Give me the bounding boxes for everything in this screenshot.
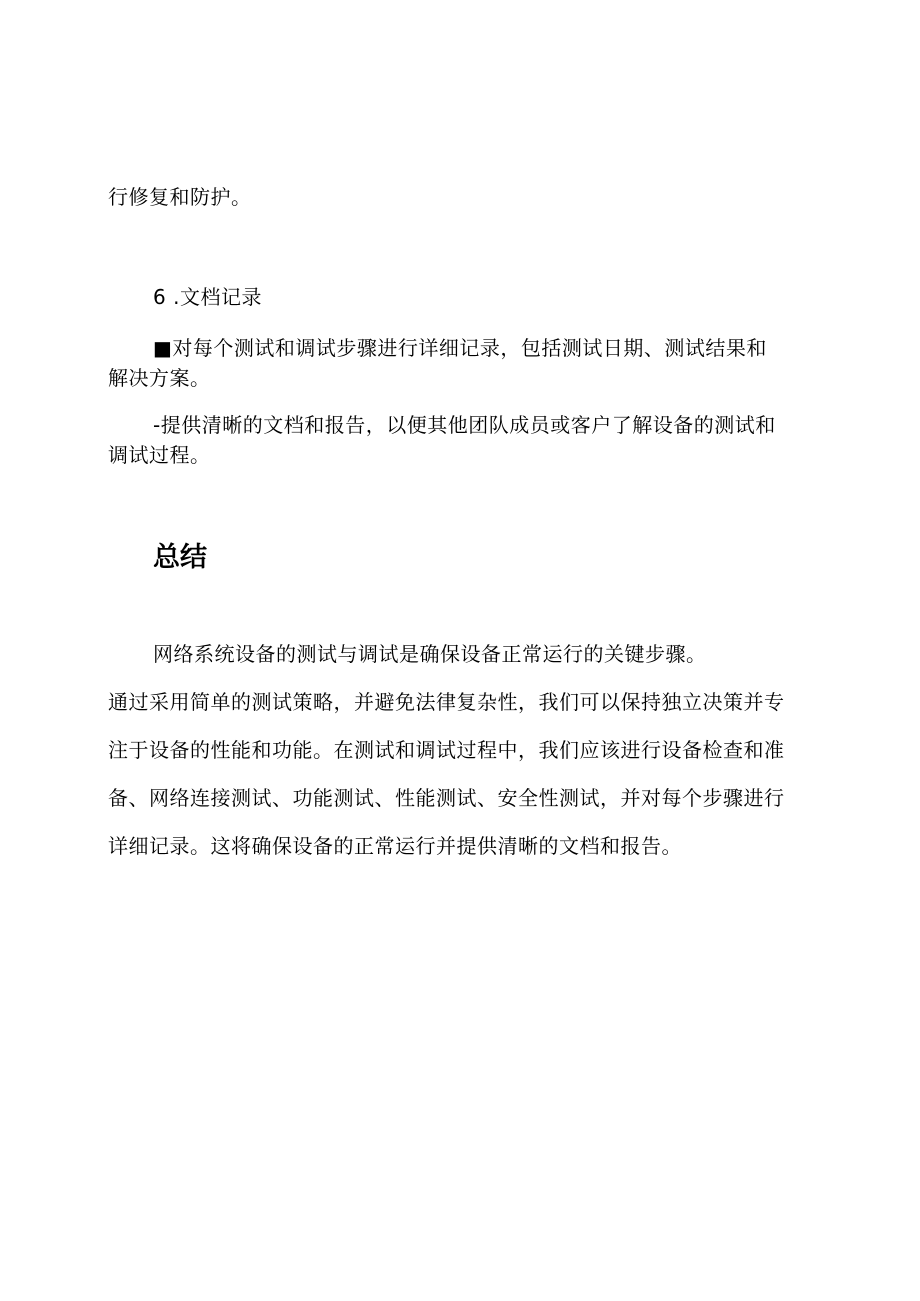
summary-paragraph-line-4: 备、网络连接测试、功能测试、性能测试、安全性测试，并对每个步骤进行 [108, 786, 785, 810]
summary-paragraph-line-3: 注于设备的性能和功能。在测试和调试过程中，我们应该进行设备检查和准 [108, 738, 785, 762]
summary-title: 总结 [153, 542, 207, 573]
continuation-text: 行修复和防护。 [108, 185, 252, 209]
summary-paragraph-line-5: 详细记录。这将确保设备的正常运行并提供清晰的文档和报告。 [108, 834, 682, 858]
bullet-report-line-1: -提供清晰的文档和报告，以便其他团队成员或客户了解设备的测试和 [153, 413, 776, 437]
summary-paragraph-line-1: 网络系统设备的测试与调试是确保设备正常运行的关键步骤。 [153, 642, 707, 666]
bullet-record-line-1: ■对每个测试和调试步骤进行详细记录，包括测试日期、测试结果和 [153, 336, 767, 360]
bullet-record-line-2: 解决方案。 [108, 366, 211, 390]
bullet-report-line-2: 调试过程。 [108, 443, 211, 467]
summary-paragraph-line-2: 通过采用简单的测试策略，并避免法律复杂性，我们可以保持独立决策并专 [108, 690, 785, 714]
section-heading-documentation: 6 .文档记录 [153, 285, 262, 309]
